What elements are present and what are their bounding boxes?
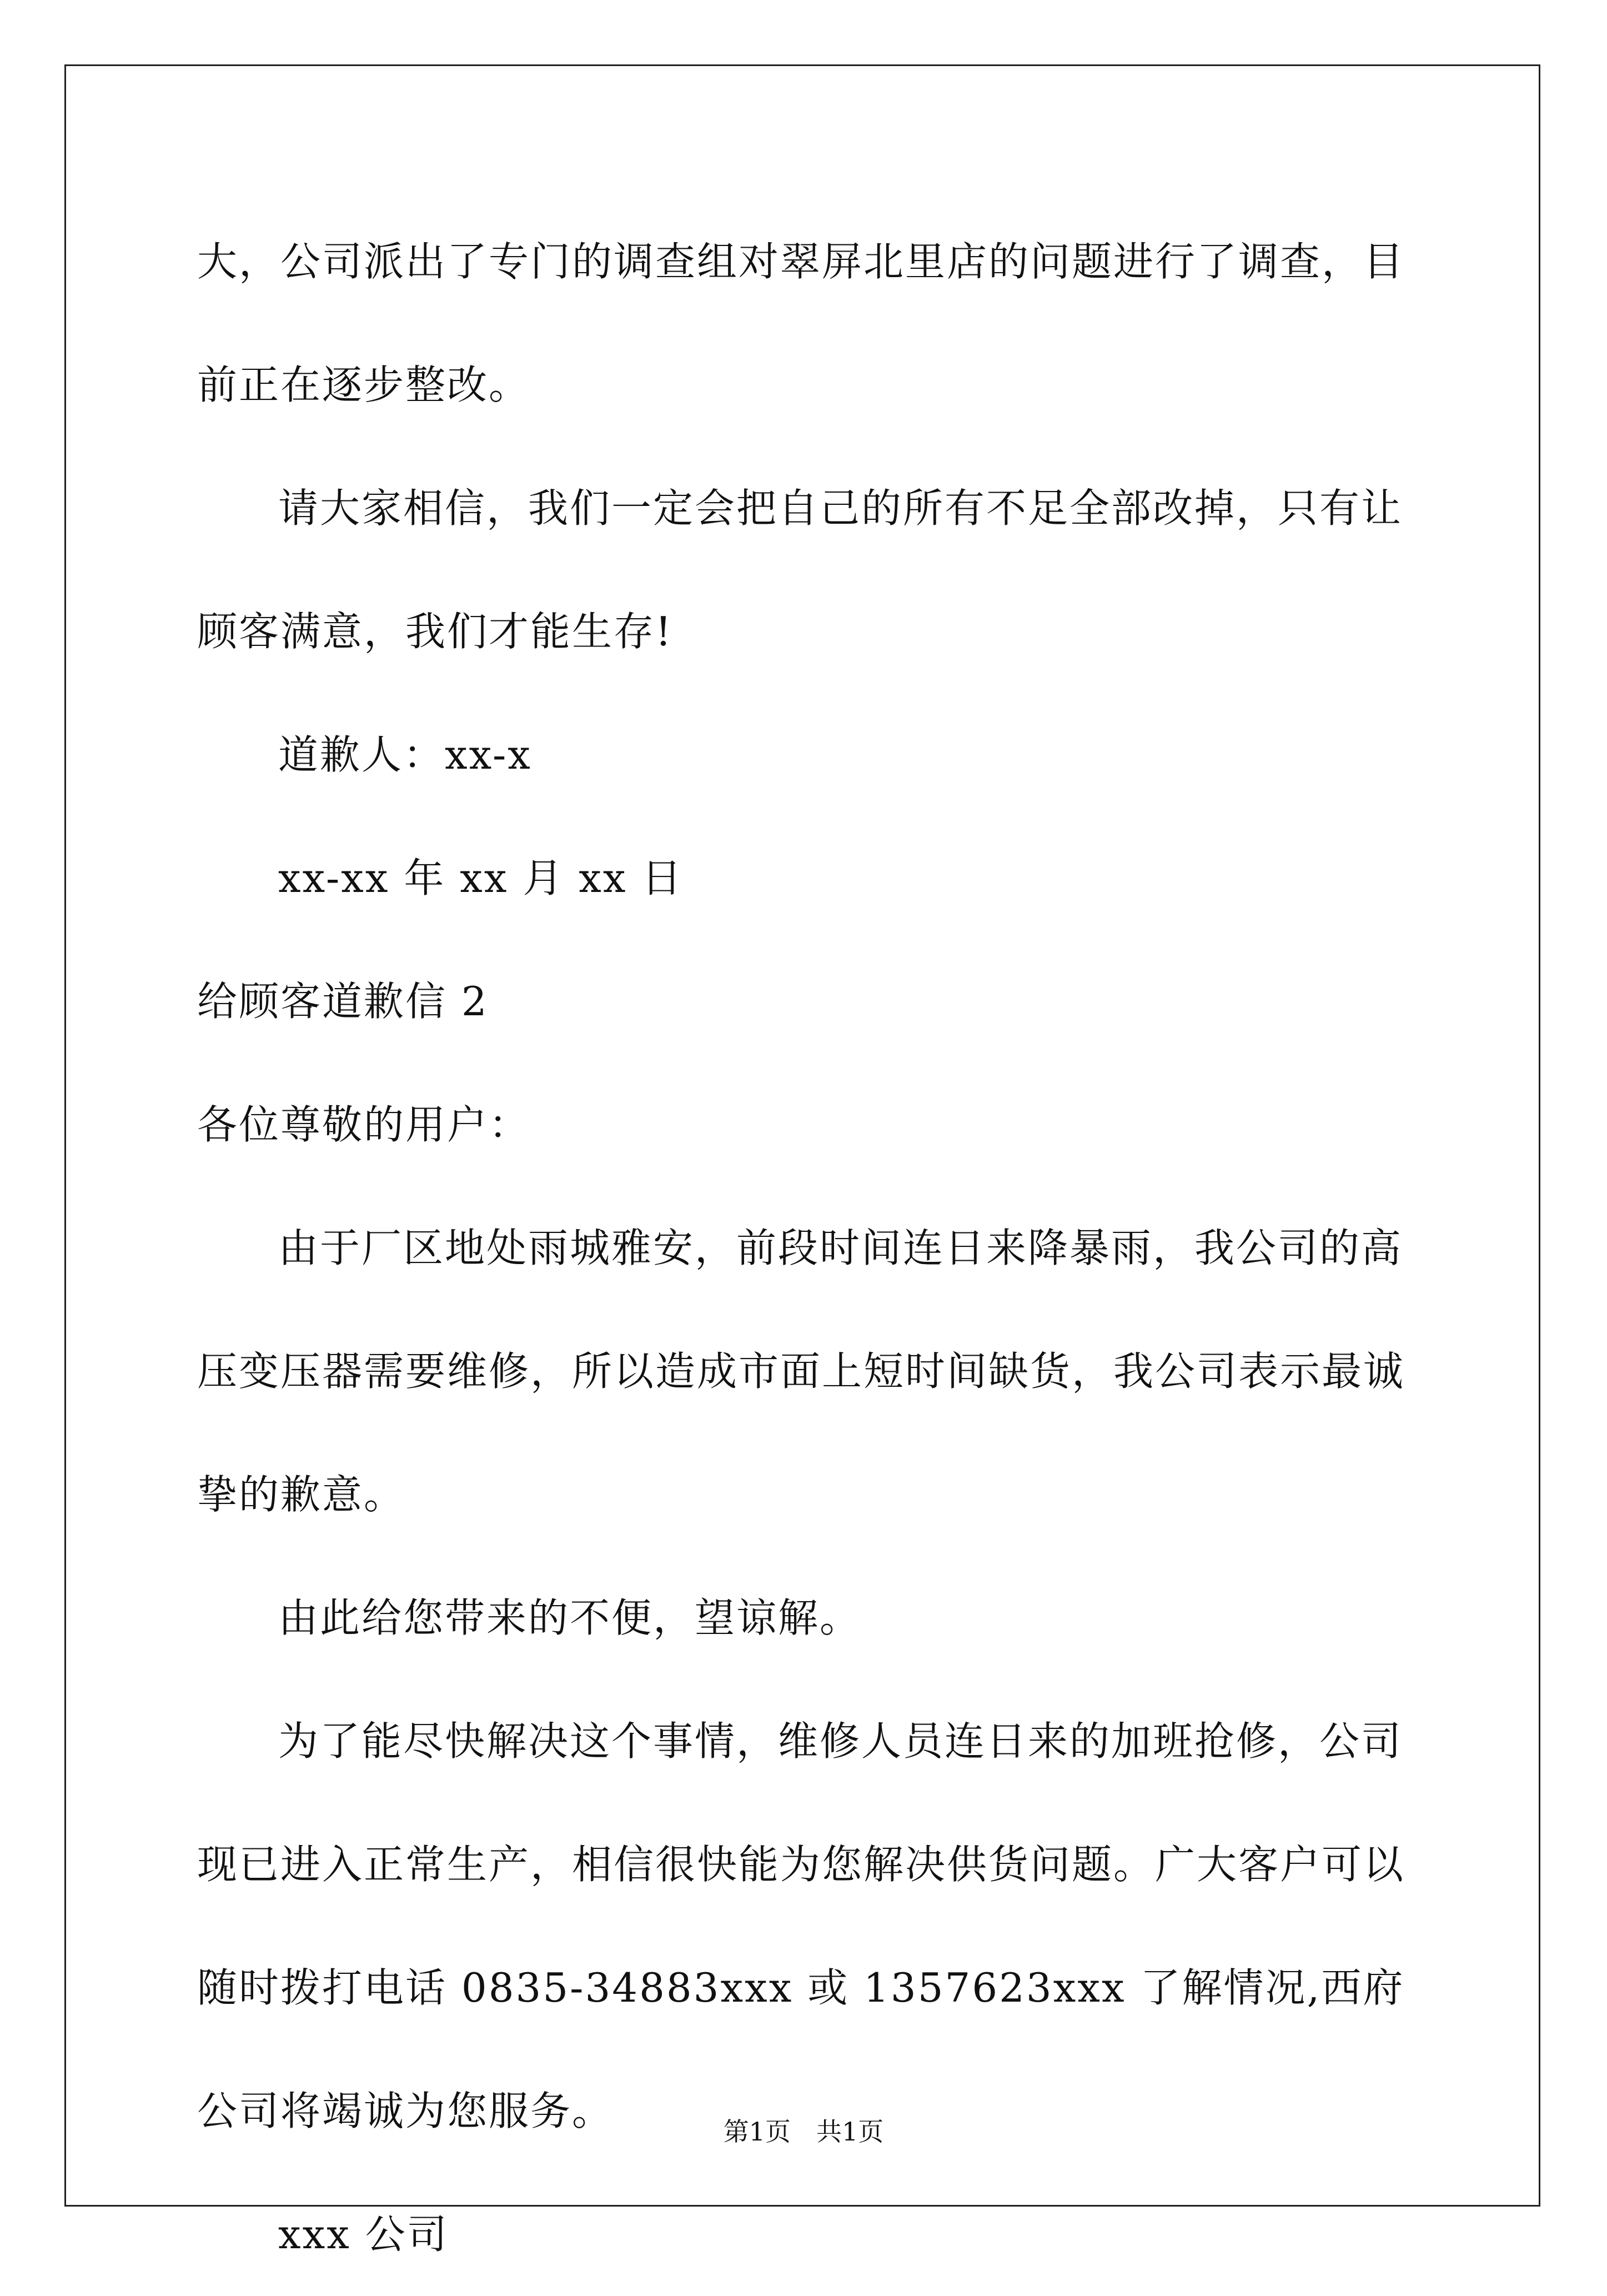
- signature-line: 道歉人：xx-x: [278, 731, 532, 778]
- paragraph: 由于厂区地处雨城雅安，前段时间连日来降暴雨，我公司的高压变压器需要维修，所以造成市面上短时间缺货，我公司表示最诚挚的歉意。: [197, 1225, 1405, 1518]
- letter-heading: 给顾客道歉信 2: [197, 978, 489, 1025]
- date-line: xx-xx 年 xx 月 xx 日: [278, 855, 684, 901]
- page-footer: [0, 2115, 1607, 2148]
- page-number-total: 共1页: [816, 2117, 884, 2147]
- page-number-current: 第1页: [723, 2117, 791, 2147]
- document-body: [197, 200, 1419, 2296]
- paragraph: 为了能尽快解决这个事情，维修人员连日来的加班抢修，公司现已进入正常生产，相信很快能为您解决供货问题。广大客户可以随时拨打电话 0835-34883xxx 或 1357623xxx 了解情况,西府公司将竭诚为您服务。: [197, 1718, 1405, 2134]
- paragraph: 大，公司派出了专门的调查组对翠屏北里店的问题进行了调查，目前正在逐步整改。: [197, 238, 1405, 408]
- company-signature: xxx 公司: [278, 2211, 449, 2258]
- paragraph: 由此给您带来的不便，望谅解。: [278, 1595, 862, 1641]
- salutation: 各位尊敬的用户：: [197, 1101, 531, 1148]
- paragraph: 请大家相信，我们一定会把自己的所有不足全部改掉，只有让顾客满意，我们才能生存!: [197, 485, 1403, 655]
